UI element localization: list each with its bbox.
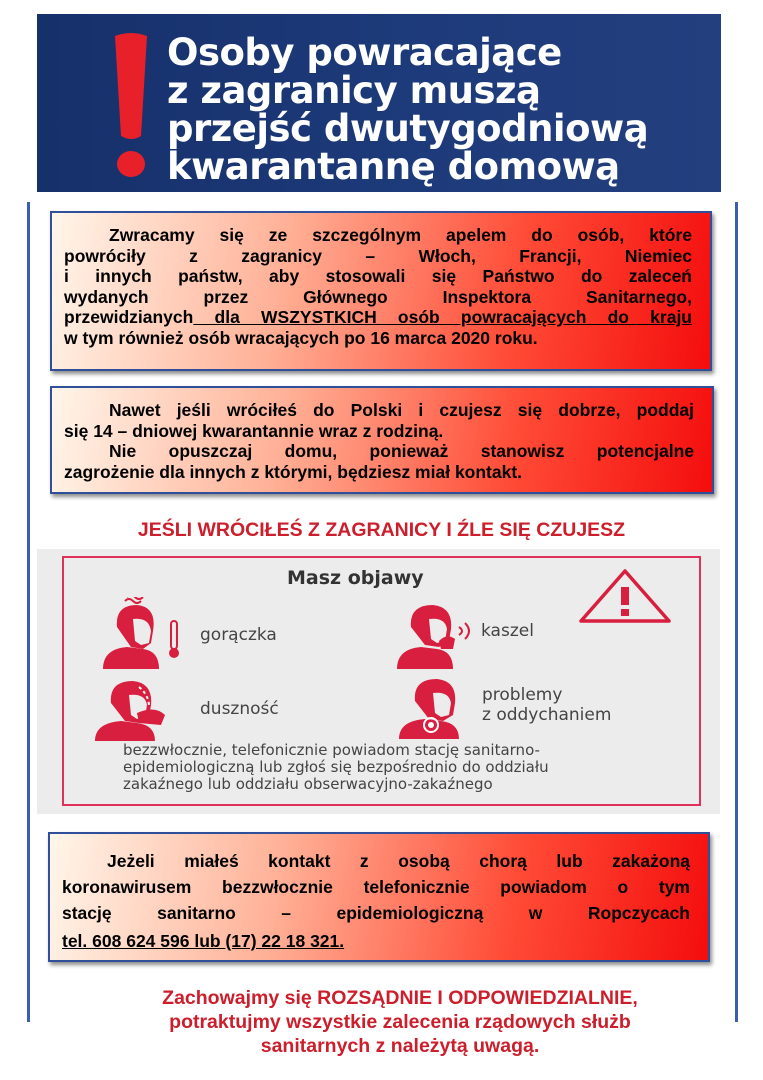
- symptoms-instruction-line: epidemiologiczną lub zgłoś się bezpośrednio do oddziału: [123, 758, 549, 776]
- symptom-breathless-label: duszność: [200, 699, 279, 719]
- symptoms-instruction: [123, 742, 663, 793]
- quarantine-line: zagrożenie dla innych z którymi, będziesz miał kontakt.: [64, 461, 523, 482]
- banner-title: [167, 31, 721, 188]
- contact-phone[interactable]: tel. 608 624 596 lub (17) 22 18 321.: [62, 931, 345, 951]
- cough-person-icon: [395, 597, 475, 669]
- header-banner: [37, 14, 721, 192]
- appeal-line: w tym również osób wracających po 16 marca 2020 roku.: [64, 327, 538, 348]
- banner-title-line: z zagranicy muszą: [167, 69, 541, 112]
- breathless-person-icon: [89, 675, 185, 741]
- banner-title-line: Osoby powracające: [167, 31, 562, 74]
- contact-line: stację sanitarno – epidemiologiczną w Ropczycach: [62, 903, 690, 923]
- contact-line: [62, 926, 690, 956]
- symptom-breathing-line: problemy: [482, 685, 563, 705]
- banner-title-line: przejść dwutygodniową: [167, 107, 649, 150]
- warning-triangle-icon: [577, 567, 673, 625]
- appeal-line: wydanych przez Głównego Inspektora Sanitarnego,: [64, 286, 692, 307]
- appeal-text: przewidzianych: [64, 307, 194, 327]
- quarantine-line: Nie opuszczaj domu, ponieważ stanowisz potencjalne: [109, 441, 694, 461]
- fever-person-icon: [97, 597, 187, 669]
- quarantine-box: [50, 386, 714, 494]
- symptoms-instruction-line: zakaźnego lub oddziału obserwacyjno-zakaźnego: [123, 775, 493, 793]
- contact-line: koronawirusem bezzwłocznie telefonicznie powiadom o tym: [62, 877, 690, 897]
- symptom-breathing-line: z oddychaniem: [482, 705, 612, 725]
- banner-title-line: kwarantannę domową: [167, 145, 620, 188]
- symptoms-instruction-line: bezzwłocznie, telefonicznie powiadom stację sanitarno-: [123, 741, 540, 759]
- closing-line: potraktujmy wszystkie zalecenia rządowych służb: [169, 1011, 631, 1033]
- appeal-line: powróciły z zagranicy – Włoch, Francji, Niemiec: [64, 245, 692, 266]
- appeal-line: [64, 307, 692, 328]
- contact-line: Jeżeli miałeś kontakt z osobą chorą lub zakażoną: [107, 851, 690, 871]
- appeal-emphasis: dla WSZYSTKICH osób powracających do kraju: [193, 307, 692, 327]
- symptoms-panel: [37, 549, 720, 814]
- closing-message: [100, 986, 700, 1058]
- symptoms-heading: JEŚLI WRÓCIŁEŚ Z ZAGRANICY I ŹLE SIĘ CZUJESZ: [137, 519, 626, 541]
- appeal-line: i innych państw, aby stosowali się Państwo do zaleceń: [64, 266, 692, 286]
- quarantine-line: Nawet jeśli wróciłeś do Polski i czujesz się dobrze, poddaj: [109, 400, 694, 420]
- right-frame-line: [735, 202, 738, 1022]
- exclamation-icon: [101, 32, 161, 182]
- contact-box: [48, 832, 710, 962]
- quarantine-line: się 14 – dniowej kwarantannie wraz z rodziną.: [64, 420, 444, 441]
- symptom-breathing-label: [482, 685, 611, 725]
- appeal-line: Zwracamy się ze szczególnym apelem do osób, które: [109, 225, 692, 245]
- appeal-box: [50, 211, 712, 371]
- breathing-problem-person-icon: [397, 673, 481, 739]
- symptom-cough-label: kaszel: [481, 621, 534, 641]
- symptoms-title: Masz objawy: [287, 567, 424, 589]
- closing-line: sanitarnych z należytą uwagą.: [260, 1035, 540, 1057]
- left-frame-line: [27, 202, 30, 1022]
- closing-line: Zachowajmy się ROZSĄDNIE I ODPOWIEDZIALNIE,: [162, 987, 638, 1009]
- symptom-fever-label: gorączka: [200, 625, 277, 645]
